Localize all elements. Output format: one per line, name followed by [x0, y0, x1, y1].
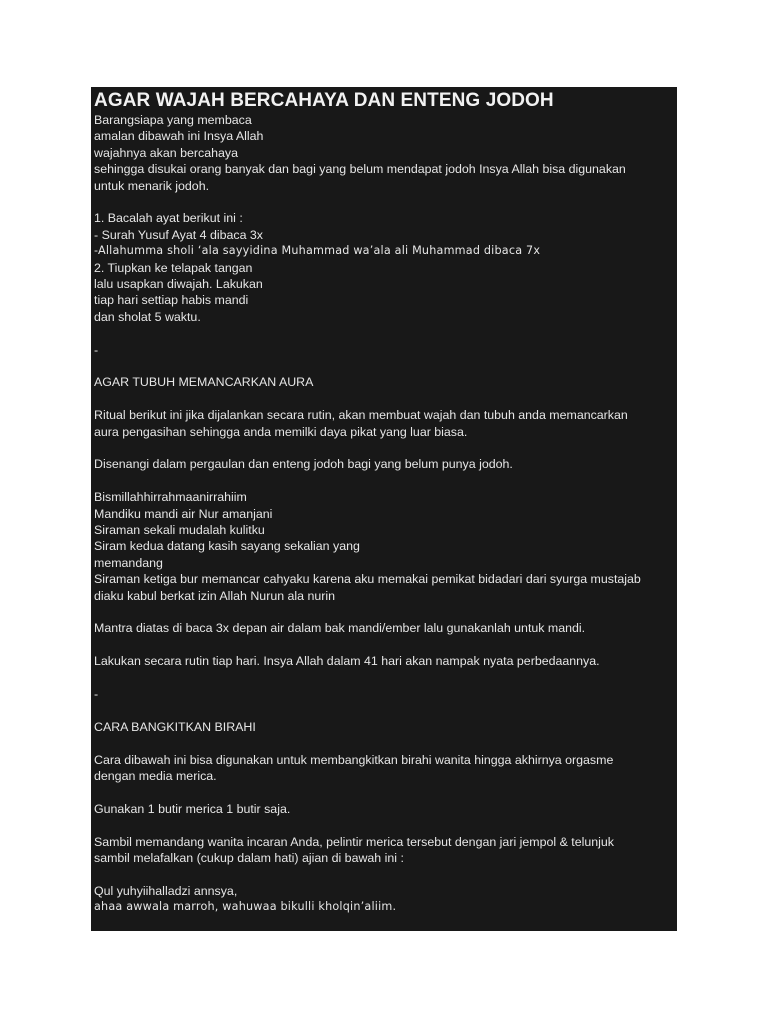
text-line: - — [94, 687, 99, 702]
text-line: dengan media merica. — [94, 769, 217, 784]
text-line: - Surah Yusuf Ayat 4 dibaca 3x — [94, 227, 263, 242]
text-line: Sambil memandang wanita incaran Anda, pelintir merica tersebut dengan jari jempol & telunjuk — [94, 834, 615, 849]
blank-line — [94, 391, 677, 407]
text-line: Bismillahhirrahmaanirrahiim — [94, 490, 247, 505]
text-line: Qul yuhyiihalladzi annsya, — [94, 883, 238, 898]
text-line: Siraman sekali mudalah kulitku — [94, 523, 265, 538]
blank-line — [94, 604, 677, 620]
blank-line — [94, 702, 677, 718]
text-line: ahaa awwala marroh, wahuwaa bikulli kholqin’aliim. — [94, 900, 397, 914]
text-line: Barangsiapa yang membaca — [94, 113, 252, 127]
blank-line — [94, 440, 677, 456]
text-line: - — [94, 342, 99, 357]
text-line: Disenangi dalam pergaulan dan enteng jodoh bagi yang belum punya jodoh. — [94, 457, 513, 472]
text-line: 2. Tiupkan ke telapak tangan — [94, 260, 253, 275]
text-line: amalan dibawah ini Insya Allah — [94, 129, 264, 144]
text-line: Cara dibawah ini bisa digunakan untuk membangkitkan birahi wanita hingga akhirnya orgasme — [94, 752, 614, 767]
text-line: aura pengasihan sehingga anda memilki daya pikat yang luar biasa. — [94, 424, 468, 439]
text-line: Siraman ketiga bur memancar cahyaku karena aku memakai pemikat bidadari dari syurga mustajab — [94, 572, 641, 587]
text-line: Siram kedua datang kasih sayang sekalian yang — [94, 539, 360, 554]
document-page — [91, 87, 677, 931]
text-line: memandang — [94, 555, 163, 570]
blank-line — [94, 637, 677, 653]
blank-line — [94, 817, 677, 833]
text-line: Mantra diatas di baca 3x depan air dalam bak mandi/ember lalu gunakanlah untuk mandi. — [94, 621, 586, 636]
text-line: sambil melafalkan (cukup dalam hati) ajian di bawah ini : — [94, 851, 404, 866]
blank-line — [94, 473, 677, 489]
text-line: lalu usapkan diwajah. Lakukan — [94, 277, 263, 292]
blank-line — [94, 325, 677, 341]
blank-line — [94, 194, 677, 210]
document-body — [94, 112, 677, 916]
text-line: 1. Bacalah ayat berikut ini : — [94, 211, 243, 226]
text-line: Gunakan 1 butir merica 1 butir saja. — [94, 801, 291, 816]
text-line: CARA BANGKITKAN BIRAHI — [94, 719, 256, 734]
text-line: Lakukan secara rutin tiap hari. Insya Allah dalam 41 hari akan nampak nyata perbedaannya. — [94, 654, 600, 669]
text-line: AGAR TUBUH MEMANCARKAN AURA — [94, 375, 314, 390]
text-line: Ritual berikut ini jika dijalankan secara rutin, akan membuat wajah dan tubuh anda memancarkan — [94, 408, 628, 423]
blank-line — [94, 866, 677, 882]
text-line: dan sholat 5 waktu. — [94, 309, 201, 324]
text-line: untuk menarik jodoh. — [94, 178, 210, 193]
text-line: wajahnya akan bercahaya — [94, 145, 238, 160]
text-line: sehingga disukai orang banyak dan bagi yang belum mendapat jodoh Insya Allah bisa digunakan — [94, 162, 626, 177]
text-line: Mandiku mandi air Nur amanjani — [94, 506, 273, 521]
text-line: -Allahumma sholi ‘ala sayyidina Muhammad wa’ala ali Muhammad dibaca 7x — [94, 244, 541, 258]
blank-line — [94, 784, 677, 800]
document-title: AGAR WAJAH BERCAHAYA DAN ENTENG JODOH — [94, 90, 554, 111]
blank-line — [94, 735, 677, 751]
text-line: tiap hari settiap habis mandi — [94, 293, 249, 308]
blank-line — [94, 670, 677, 686]
text-line: diaku kabul berkat izin Allah Nurun ala nurin — [94, 588, 336, 603]
blank-line — [94, 358, 677, 374]
